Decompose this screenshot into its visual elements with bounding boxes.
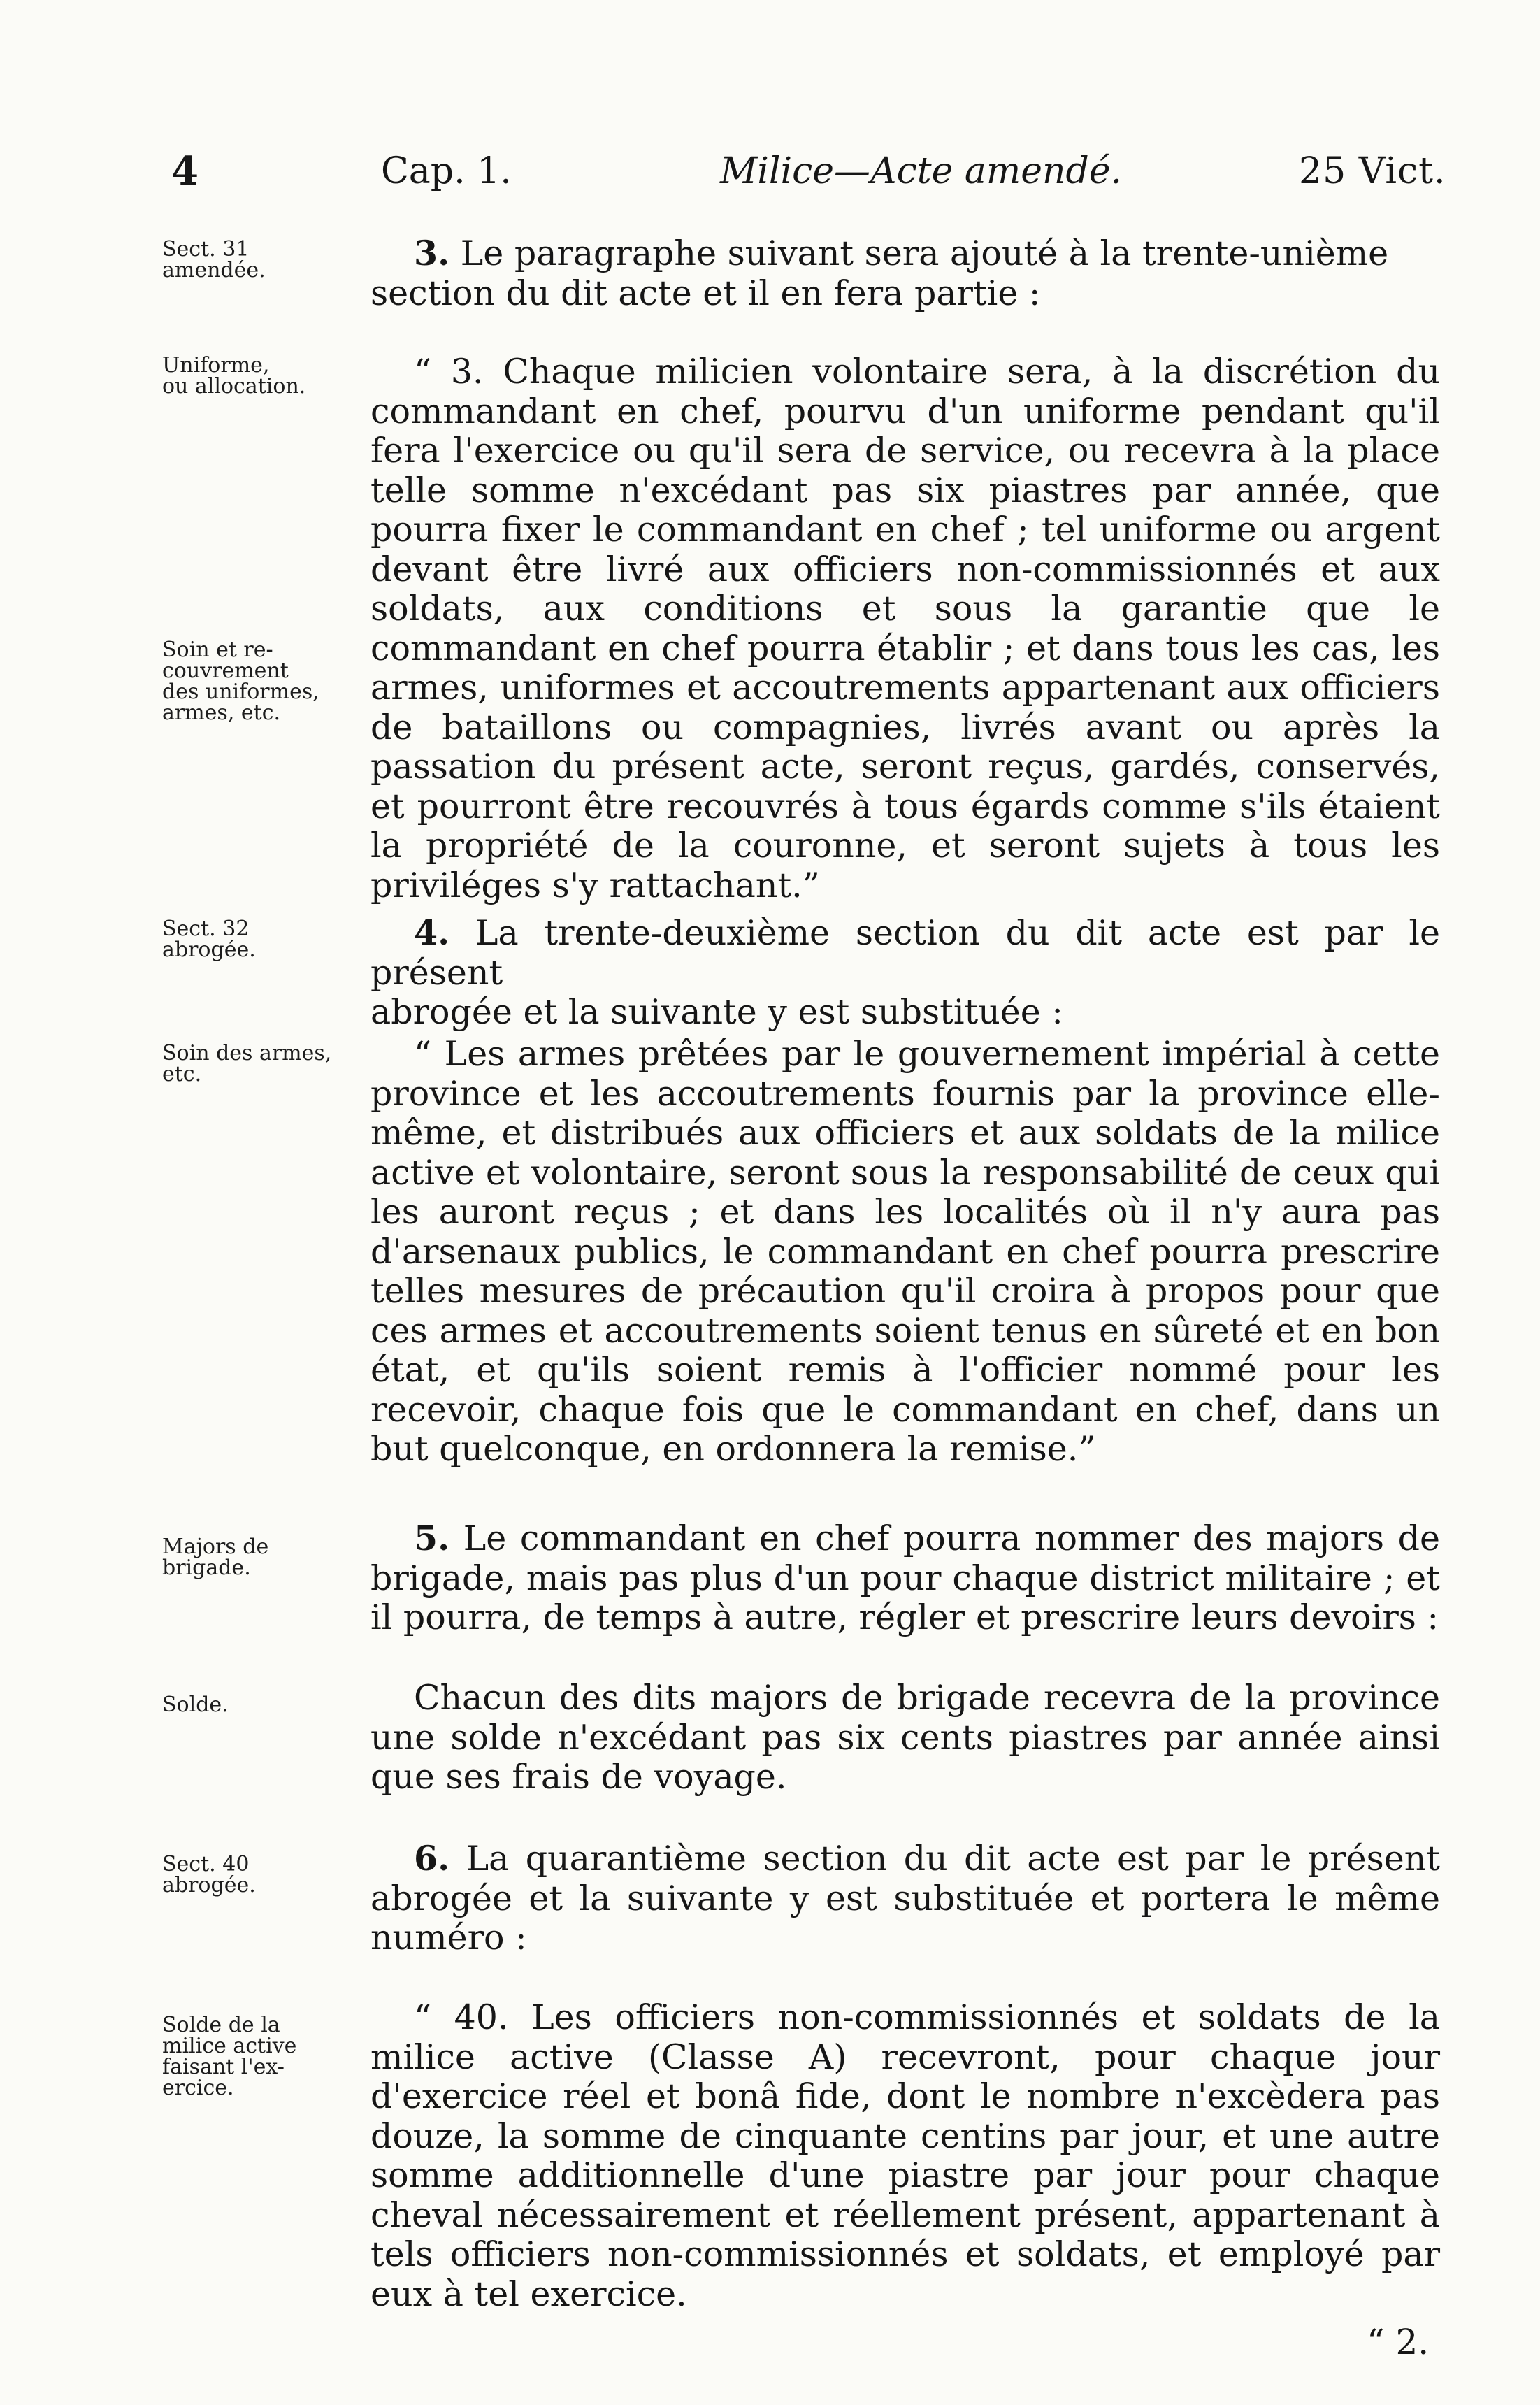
margin-note-soin-armes: Soin des armes, etc. xyxy=(162,1041,332,1086)
running-title: Milice—Acte amendé. xyxy=(720,150,1123,192)
margin-note-solde-milice: Solde de la milice active faisant l'ex- ercice. xyxy=(162,2013,297,2100)
regnal-year: 25 Vict. xyxy=(1299,150,1446,192)
running-header xyxy=(0,147,1540,196)
section-text: Le paragraphe suivant sera ajouté à la trente-unième section du dit acte et il en fera partie : xyxy=(370,234,1389,313)
section-number: 3. xyxy=(414,233,450,273)
solde-paragraph: Chacun des dits majors de brigade recevra de la province une solde n'excédant pas six cents piastres par année ainsi que ses frais de voyage. xyxy=(370,1678,1440,1797)
section-number: 6. xyxy=(414,1838,450,1879)
section-text: La trente-deuxième section du dit acte est par le présent abrogée et la suivante y est substituée : xyxy=(370,913,1440,1032)
section-5-paragraph xyxy=(370,1519,1440,1638)
section-3-quoted-text: “ 3. Chaque milicien volontaire sera, à la discrétion du commandant en chef, pourvu d'un uniforme pendant qu'il fera l'exercice ou qu'il sera de service, ou recevra à la place telle somme n'excédant pas six piastres par année, que pourra fixer le commandant en chef ; tel uniforme ou argent devant être livré aux officiers non-commissionnés et aux soldats, aux conditions et sous la garantie que le commandant en chef pourra établir ; et dans tous les cas, les armes, uniformes et accoutrements appartenant aux officiers de bataillons ou compagnies, livrés avant ou après la passation du présent acte, seront reçus, gardés, conservés, et pourront être recouvrés à tous égards comme s'ils étaient la propriété de la couronne, et seront sujets à tous les priviléges s'y rattachant.” xyxy=(370,352,1440,905)
page-number: 4 xyxy=(171,148,199,194)
margin-note-sect31: Sect. 31 amendée. xyxy=(162,237,266,282)
section-40-quoted-text: “ 40. Les officiers non-commissionnés et soldats de la milice active (Classe A) recevront, pour chaque jour d'exercice réel et bonâ fide, dont le nombre n'excèdera pas douze, la somme de cinquante centins par jour, et une autre somme additionnelle d'une piastre par jour pour chaque cheval nécessairement et réellement présent, appartenant à tels officiers non-commissionnés et soldats, et employé par eux à tel exercice. xyxy=(370,1997,1440,2314)
section-text: Le commandant en chef pourra nommer des majors de brigade, mais pas plus d'un pour chaque district militaire ; et il pourra, de temps à autre, régler et prescrire leurs devoirs : xyxy=(370,1519,1440,1637)
section-number: 5. xyxy=(414,1518,450,1558)
margin-note-sect32: Sect. 32 abrogée. xyxy=(162,917,256,962)
section-number: 4. xyxy=(414,912,450,953)
catchword: “ 2. xyxy=(1367,2322,1430,2362)
section-4-quoted-text: “ Les armes prêtées par le gouvernement impérial à cette province et les accoutrements fournis par la province elle-même, et distribués aux officiers et aux soldats de la milice active et volontaire, seront sous la responsabilité de ceux qui les auront reçus ; et dans les localités où il n'y aura pas d'arsenaux publics, le commandant en chef pourra prescrire telles mesures de précaution qu'il croira à propos pour que ces armes et accoutrements soient tenus en sûreté et en bon état, et qu'ils soient remis à l'officier nommé pour les recevoir, chaque fois que le commandant en chef, dans un but quelconque, en ordonnera la remise.” xyxy=(370,1034,1440,1469)
margin-note-majors: Majors de brigade. xyxy=(162,1535,269,1580)
chapter-label: Cap. 1. xyxy=(381,150,512,192)
margin-note-solde: Solde. xyxy=(162,1693,229,1717)
margin-note-soin-uniformes: Soin et re- couvrement des uniformes, armes, etc. xyxy=(162,638,319,725)
margin-note-sect40: Sect. 40 abrogée. xyxy=(162,1852,256,1897)
section-3-paragraph xyxy=(370,234,1440,313)
section-6-paragraph xyxy=(370,1839,1440,1958)
section-4-paragraph xyxy=(370,913,1440,1033)
margin-note-uniforme: Uniforme, ou allocation. xyxy=(162,353,306,399)
section-text: La quarantième section du dit acte est par le présent abrogée et la suivante y est substituée et portera le même numéro : xyxy=(370,1839,1440,1958)
